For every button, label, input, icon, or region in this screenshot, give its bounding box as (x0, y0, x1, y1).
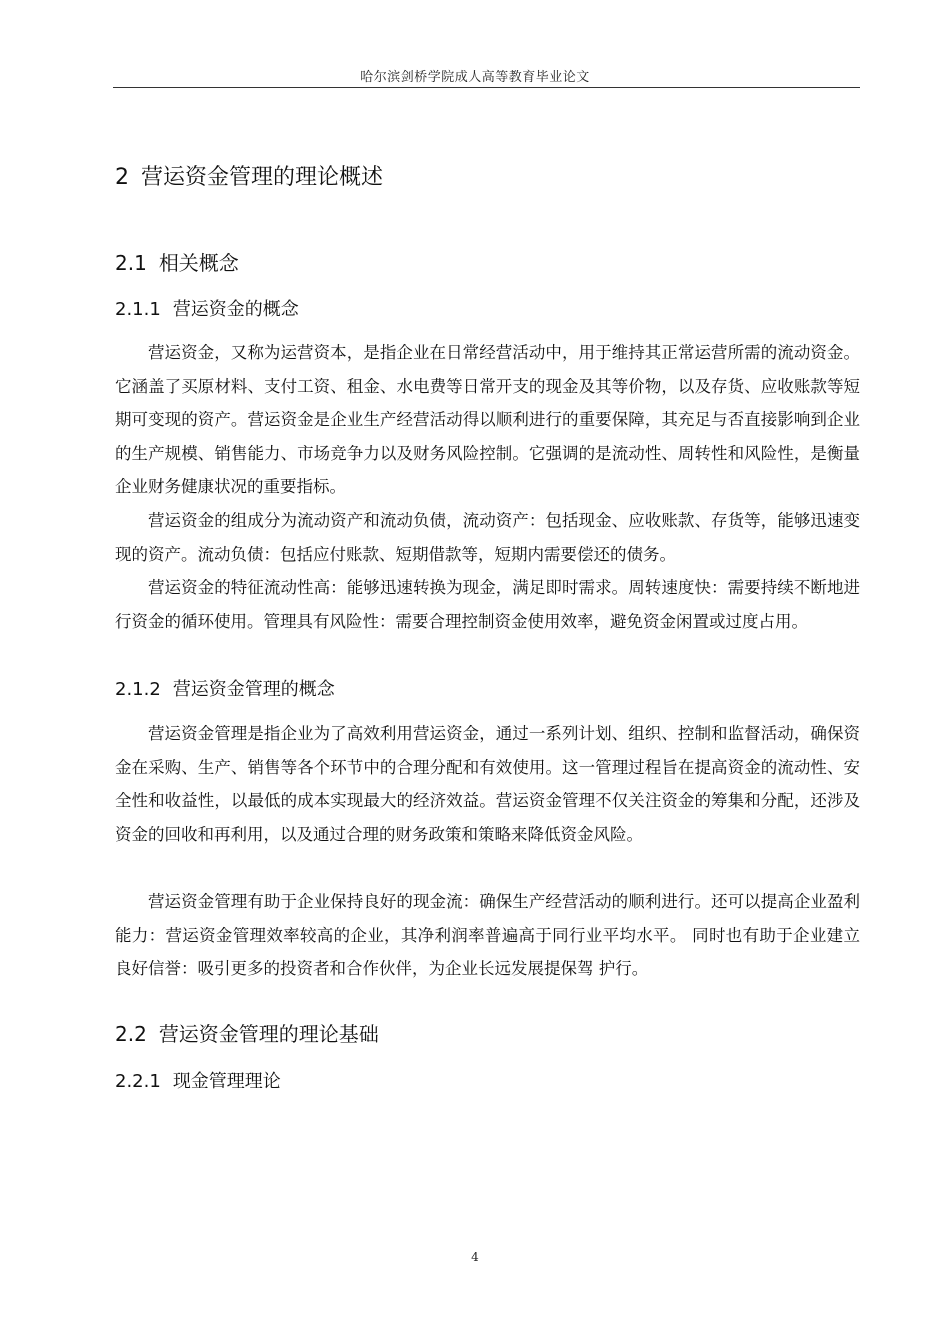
subsection-heading-2-1-2 (115, 677, 335, 703)
section-heading-2-1 (115, 249, 239, 277)
section-title: 相关概念 (158, 251, 239, 275)
paragraph-working-capital-composition: 营运资金的组成分为流动资产和流动负债，流动资产：包括现金、应收账款、存货等，能够迅速变现的资产。流动负债：包括应付账款、短期借款等，短期内需要偿还的债务。 (115, 511, 860, 564)
paragraph-working-capital-definition: 营运资金，又称为运营资本，是指企业在日常经营活动中，用于维持其正常运营所需的流动资金。它涵盖了买原材料、支付工资、租金、水电费等日常开支的现金及其等价物，以及存货、应收账款等短期可变现的资产。营运资金是企业生产经营活动得以顺利进行的重要保障，其充足与否直接影响到企业的生产规模、销售能力、市场竞争力以及财务风险控制。它强调的是流动性、周转性和风险性，是衡量企业财务健康状况的重要指标。 (115, 343, 860, 496)
subsection-title: 现金管理理论 (172, 1071, 281, 1092)
subsection-heading-2-2-1 (115, 1069, 281, 1095)
paragraph-management-benefits: 营运资金管理有助于企业保持良好的现金流：确保生产经营活动的顺利进行。还可以提高企业盈利能力：营运资金管理效率较高的企业，其净利润率普遍高于同行业平均水平。 同时也有助于企业建立良好信誉：吸引更多的投资者和合作伙伴，为企业长远发展提保驾 护行。 (115, 892, 860, 978)
page-number: 4 (471, 1250, 479, 1264)
section-number: 2.1 (115, 251, 147, 275)
chapter-title: 营运资金管理的理论概述 (141, 165, 384, 190)
subsection-number: 2.1.2 (115, 679, 161, 700)
paragraph-management-definition: 营运资金管理是指企业为了高效利用营运资金，通过一系列计划、组织、控制和监督活动，确保资金在采购、生产、销售等各个环节中的合理分配和有效使用。这一管理过程旨在提高资金的流动性、安全性和收益性，以最低的成本实现最大的经济效益。营运资金管理不仅关注资金的筹集和分配，还涉及资金的回收和再利用，以及通过合理的财务政策和策略来降低资金风险。 (115, 724, 860, 844)
section-title: 营运资金管理的理论基础 (158, 1022, 379, 1046)
chapter-number: 2 (115, 165, 129, 190)
section-number: 2.2 (115, 1022, 147, 1046)
header-rule (113, 87, 860, 88)
subsection-heading-2-1-1 (115, 297, 299, 323)
page-header-title: 哈尔滨剑桥学院成人高等教育毕业论文 (360, 70, 590, 85)
subsection-number: 2.1.1 (115, 299, 161, 320)
chapter-heading (115, 163, 383, 193)
subsection-title: 营运资金的概念 (172, 299, 299, 320)
paragraph-working-capital-features: 营运资金的特征流动性高：能够迅速转换为现金，满足即时需求。周转速度快：需要持续不断地进行资金的循环使用。管理具有风险性：需要合理控制资金使用效率，避免资金闲置或过度占用。 (115, 578, 860, 631)
subsection-number: 2.2.1 (115, 1071, 161, 1092)
subsection-title: 营运资金管理的概念 (172, 679, 335, 700)
section-heading-2-2 (115, 1020, 379, 1048)
